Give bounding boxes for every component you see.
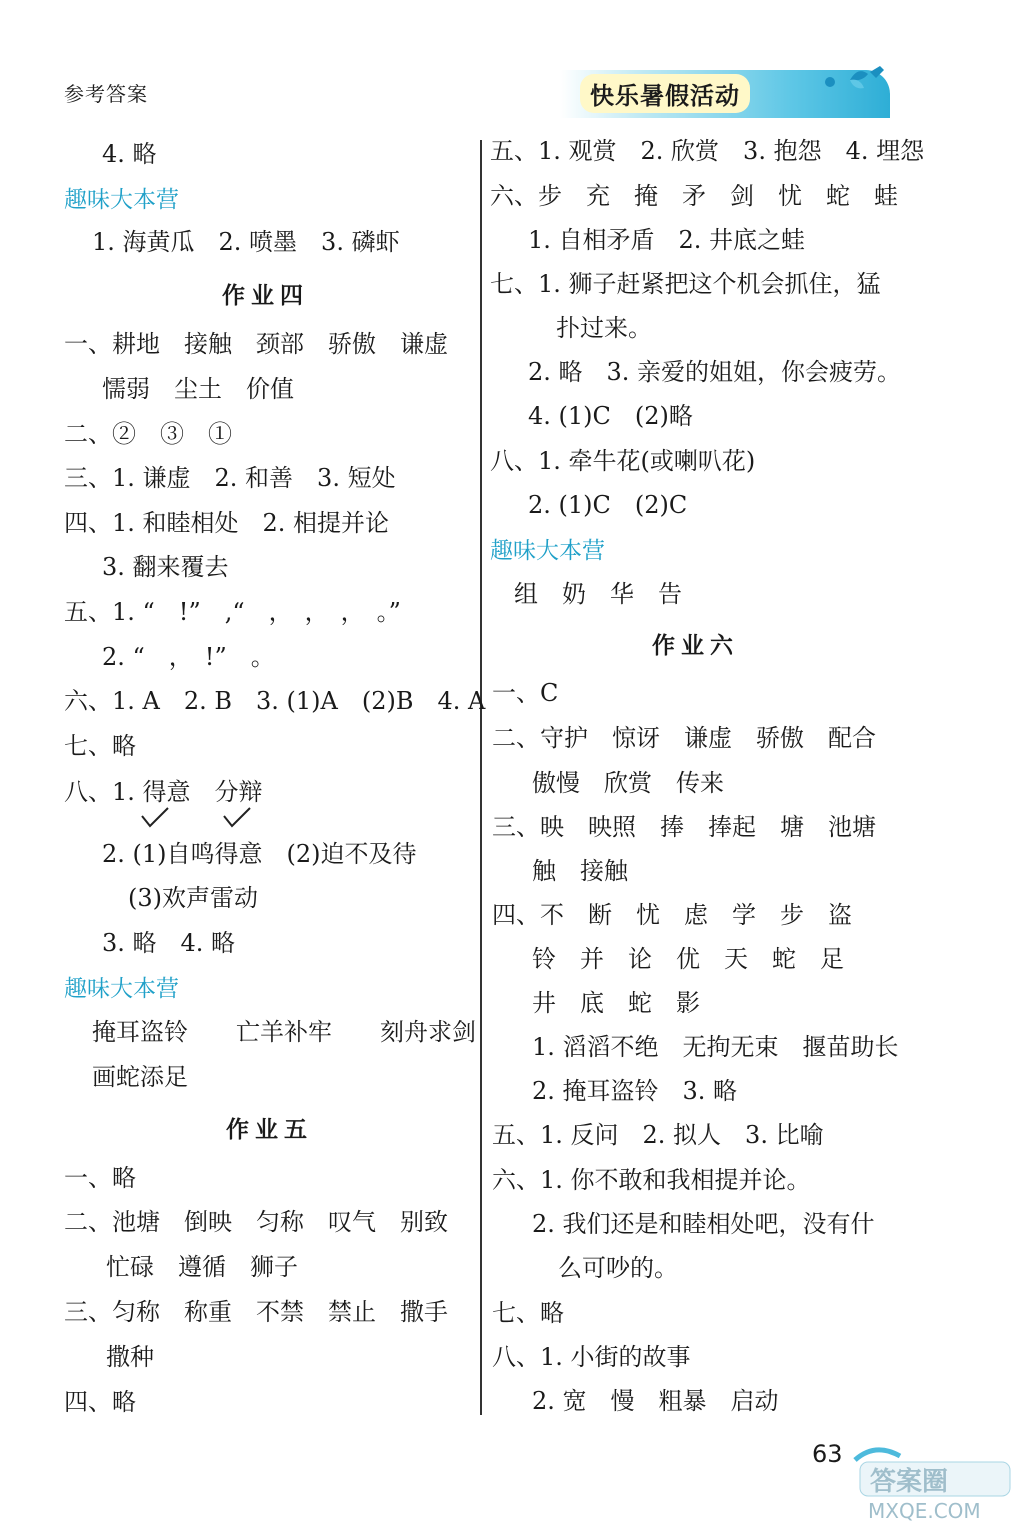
answer-line: 二、守护 惊讶 谦虚 骄傲 配合: [492, 724, 876, 752]
butterfly-decoration-icon: [810, 60, 890, 100]
answer-line: 一、耕地 接触 颈部 骄傲 谦虚: [64, 330, 448, 358]
answer-line: 铃 并 论 优 天 蛇 足: [532, 945, 844, 973]
answer-line: 3. 略 4. 略: [102, 929, 236, 957]
answer-line: 六、1. 你不敢和我相提并论。: [492, 1166, 811, 1194]
answer-line: 掩耳盗铃 亡羊补牢 刻舟求剑: [92, 1018, 476, 1046]
answer-line: 么可吵的。: [558, 1254, 678, 1282]
svg-text:答案圈: 答案圈: [870, 1467, 949, 1497]
homework-heading: 作业六: [652, 632, 739, 659]
fun-section-heading: 趣味大本营: [64, 976, 179, 1002]
answer-line: 1. 滔滔不绝 无拘无束 揠苗助长: [532, 1033, 899, 1061]
answer-line: 懦弱 尘土 价值: [102, 375, 294, 403]
answer-line: 三、匀称 称重 不禁 禁止 撒手: [64, 1298, 448, 1326]
answer-line: 撒种: [106, 1343, 154, 1371]
answer-line: 五、1. 反问 2. 拟人 3. 比喻: [492, 1121, 824, 1149]
answer-line: 2. “ ， !” 。: [102, 643, 275, 671]
homework-heading: 作业五: [226, 1116, 313, 1143]
answer-line: 忙碌 遵循 狮子: [106, 1253, 298, 1281]
answer-line: 二、池塘 倒映 匀称 叹气 别致: [64, 1208, 448, 1236]
answer-line: 1. 海黄瓜 2. 喷墨 3. 磷虾: [92, 228, 400, 256]
answer-line: 六、1. A 2. B 3. (1)A (2)B 4. A: [64, 687, 486, 715]
answer-line: 四、不 断 忧 虑 学 步 盗: [492, 901, 852, 929]
answer-line: 2. 宽 慢 粗暴 启动: [532, 1387, 779, 1415]
watermark-logo: [850, 1440, 1015, 1525]
answer-line: 4. 略: [102, 140, 157, 168]
answer-line: 七、略: [492, 1299, 564, 1327]
checkmark-icon: [222, 806, 252, 828]
answer-line: 触 接触: [532, 857, 628, 885]
answer-line: 七、略: [64, 732, 136, 760]
answer-line: 三、映 映照 捧 捧起 塘 池塘: [492, 813, 876, 841]
answer-line: 二、② ③ ①: [64, 420, 232, 448]
answer-line: 4. (1)C (2)略: [528, 402, 693, 430]
answer-line: 画蛇添足: [92, 1063, 188, 1091]
answer-line: 2. 略 3. 亲爱的姐姐，你会疲劳。: [528, 358, 902, 386]
header-label: 参考答案: [64, 82, 148, 106]
page-number: 63: [812, 1440, 843, 1468]
homework-heading: 作业四: [222, 282, 309, 309]
watermark-text: MXQE.COM: [868, 1499, 981, 1523]
answer-line: 八、1. 得意 分辩: [64, 778, 263, 806]
header-banner: [560, 60, 890, 118]
fun-section-heading: 趣味大本营: [64, 187, 179, 213]
answer-line: 一、C: [492, 679, 559, 707]
answer-line: 六、步 充 掩 矛 剑 忧 蛇 蛙: [490, 182, 898, 210]
answer-line: 四、1. 和睦相处 2. 相提并论: [64, 509, 390, 537]
answer-line: 五、1. 观赏 2. 欣赏 3. 抱怨 4. 埋怨: [490, 137, 925, 165]
answer-line: (3)欢声雷动: [128, 884, 258, 912]
answer-line: 组 奶 华 告: [514, 580, 682, 608]
answer-line: 八、1. 小街的故事: [492, 1343, 691, 1371]
answer-line: 3. 翻来覆去: [102, 553, 229, 581]
answer-line: 1. 自相矛盾 2. 井底之蛙: [528, 226, 806, 254]
answer-line: 傲慢 欣赏 传来: [532, 769, 724, 797]
checkmark-icon: [140, 806, 170, 828]
fun-section-heading: 趣味大本营: [490, 538, 605, 564]
answer-line: 扑过来。: [556, 314, 652, 342]
column-divider: [480, 140, 482, 1415]
answer-line: 2. 掩耳盗铃 3. 略: [532, 1077, 738, 1105]
answer-line: 四、略: [64, 1388, 136, 1416]
answer-line: 三、1. 谦虚 2. 和善 3. 短处: [64, 464, 396, 492]
answer-line: 2. (1)C (2)C: [528, 491, 688, 519]
banner-title: 快乐暑假活动: [580, 74, 750, 113]
answer-line: 2. 我们还是和睦相处吧，没有什: [532, 1210, 875, 1238]
answer-line: 井 底 蛇 影: [532, 989, 700, 1017]
answer-line: 一、略: [64, 1164, 136, 1192]
answer-line: 2. (1)自鸣得意 (2)迫不及待: [102, 840, 417, 868]
answer-line: 五、1. “ !” ,“ ， ， ， 。”: [64, 598, 401, 626]
answer-line: 八、1. 牵牛花(或喇叭花): [490, 447, 756, 475]
answer-line: 七、1. 狮子赶紧把这个机会抓住，猛: [490, 270, 881, 298]
